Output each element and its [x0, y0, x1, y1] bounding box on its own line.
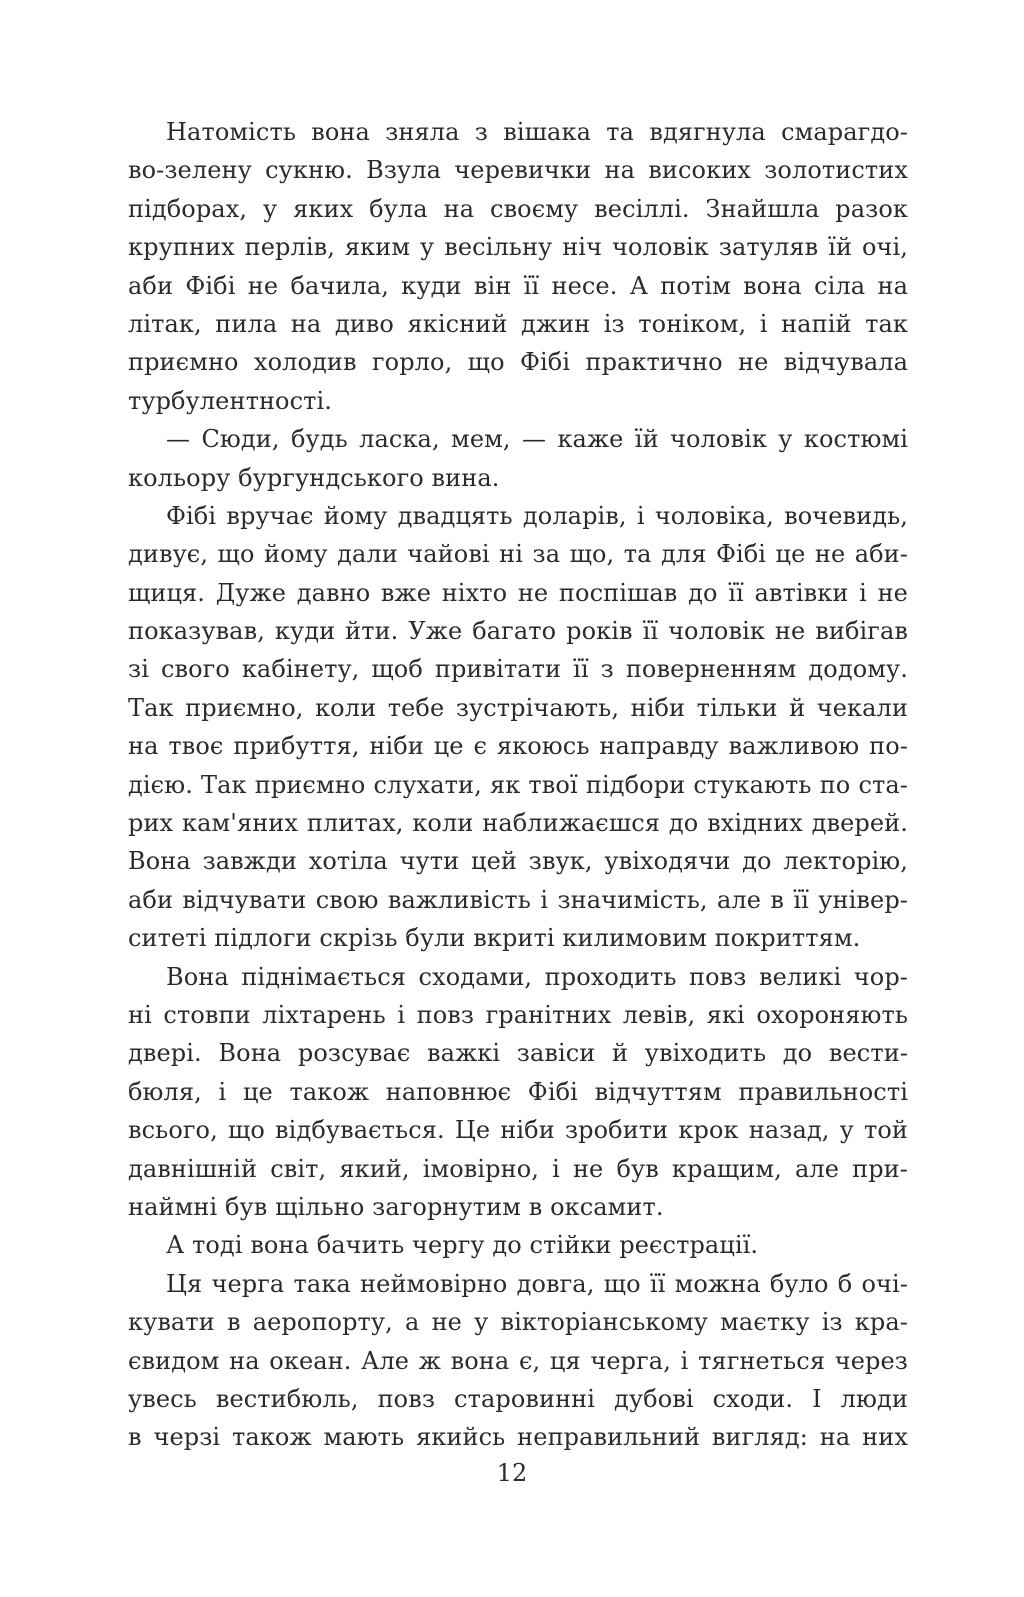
- text-line: приємно холодив горло, що Фібі практично не відчувала: [128, 348, 908, 377]
- text-line: на твоє прибуття, ніби це є якоюсь направду важливою по-: [128, 732, 908, 761]
- text-line: літак, пила на диво якісний джин із тоніком, і напій так: [128, 309, 908, 338]
- text-line: кольору бургундського вина.: [128, 463, 500, 492]
- body-text: [128, 113, 908, 1457]
- text-line: Фібі вручає йому двадцять доларів, і чоловіка, вочевидь,: [166, 501, 908, 530]
- text-line: Так приємно, коли тебе зустрічають, ніби тільки й чекали: [128, 693, 908, 722]
- text-line: зі свого кабінету, щоб привітати її з поверненням додому.: [128, 655, 908, 684]
- text-line: євидом на океан. Але ж вона є, ця черга, і тягнеться через: [128, 1346, 908, 1375]
- text-line: кувати в аеропорту, а не у вікторіанському маєтку із кра-: [128, 1308, 908, 1337]
- text-line: — Сюди, будь ласка, мем, — каже їй чоловік у костюмі: [166, 425, 908, 454]
- text-line: аби відчувати свою важливість і значимість, але в її універ-: [128, 885, 908, 914]
- text-line: увесь вестибюль, повз старовинні дубові сходи. І люди: [128, 1384, 908, 1413]
- paragraph: [128, 1226, 908, 1264]
- text-line: в черзі також мають якийсь неправильний вигляд: на них: [128, 1423, 908, 1452]
- paragraph: [128, 420, 908, 497]
- paragraph: [128, 497, 908, 958]
- text-line: крупних перлів, яким у весільну ніч чоловік затуляв їй очі,: [128, 233, 908, 262]
- text-line: во-зелену сукню. Взула черевички на високих золотистих: [128, 156, 908, 185]
- text-line: всього, що відбувається. Це ніби зробити крок назад, у той: [128, 1116, 908, 1145]
- text-line: підборах, у яких була на своєму весіллі. Знайшла разок: [128, 194, 908, 223]
- page-number: 12: [496, 1459, 528, 1487]
- text-line: аби Фібі не бачила, куди він її несе. А потім вона сіла на: [128, 271, 908, 300]
- text-line: Ця черга така неймовірно довга, що її можна було б очі-: [166, 1269, 908, 1298]
- text-line: щиця. Дуже давно вже ніхто не поспішав до її автівки і не: [128, 578, 908, 607]
- paragraph: [128, 113, 908, 420]
- text-line: А тоді вона бачить чергу до стійки реєстрації.: [166, 1231, 759, 1260]
- text-line: дією. Так приємно слухати, як твої підбори стукають по ста-: [128, 770, 908, 799]
- text-line: Вона завжди хотіла чути цей звук, увіходячи до лекторію,: [128, 847, 908, 876]
- text-line: бюля, і це також наповнює Фібі відчуттям правильності: [128, 1077, 908, 1106]
- text-line: рих кам'яних плитах, коли наближаєшся до вхідних дверей.: [128, 809, 908, 838]
- text-line: показував, куди йти. Уже багато років її чоловік не вибігав: [128, 617, 908, 646]
- text-line: ситеті підлоги скрізь були вкриті килимовим покриттям.: [128, 924, 861, 953]
- text-line: Вона піднімається сходами, проходить повз великі чор-: [166, 962, 908, 991]
- paragraph: [128, 958, 908, 1227]
- text-line: турбулентності.: [128, 386, 333, 415]
- text-line: ні стовпи ліхтарень і повз гранітних левів, які охороняють: [128, 1000, 908, 1029]
- text-line: наймні був щільно загорнутим в оксамит.: [128, 1192, 664, 1221]
- paragraph: [128, 1265, 908, 1457]
- text-line: двері. Вона розсуває важкі завіси й увіходить до вести-: [128, 1039, 908, 1068]
- text-line: Натомість вона зняла з вішака та вдягнула смарагдо-: [166, 118, 908, 146]
- text-line: дивує, що йому дали чайові ні за що, та для Фібі це не аби-: [128, 540, 908, 569]
- text-line: давнішній світ, який, імовірно, і не був кращим, але при-: [128, 1154, 908, 1183]
